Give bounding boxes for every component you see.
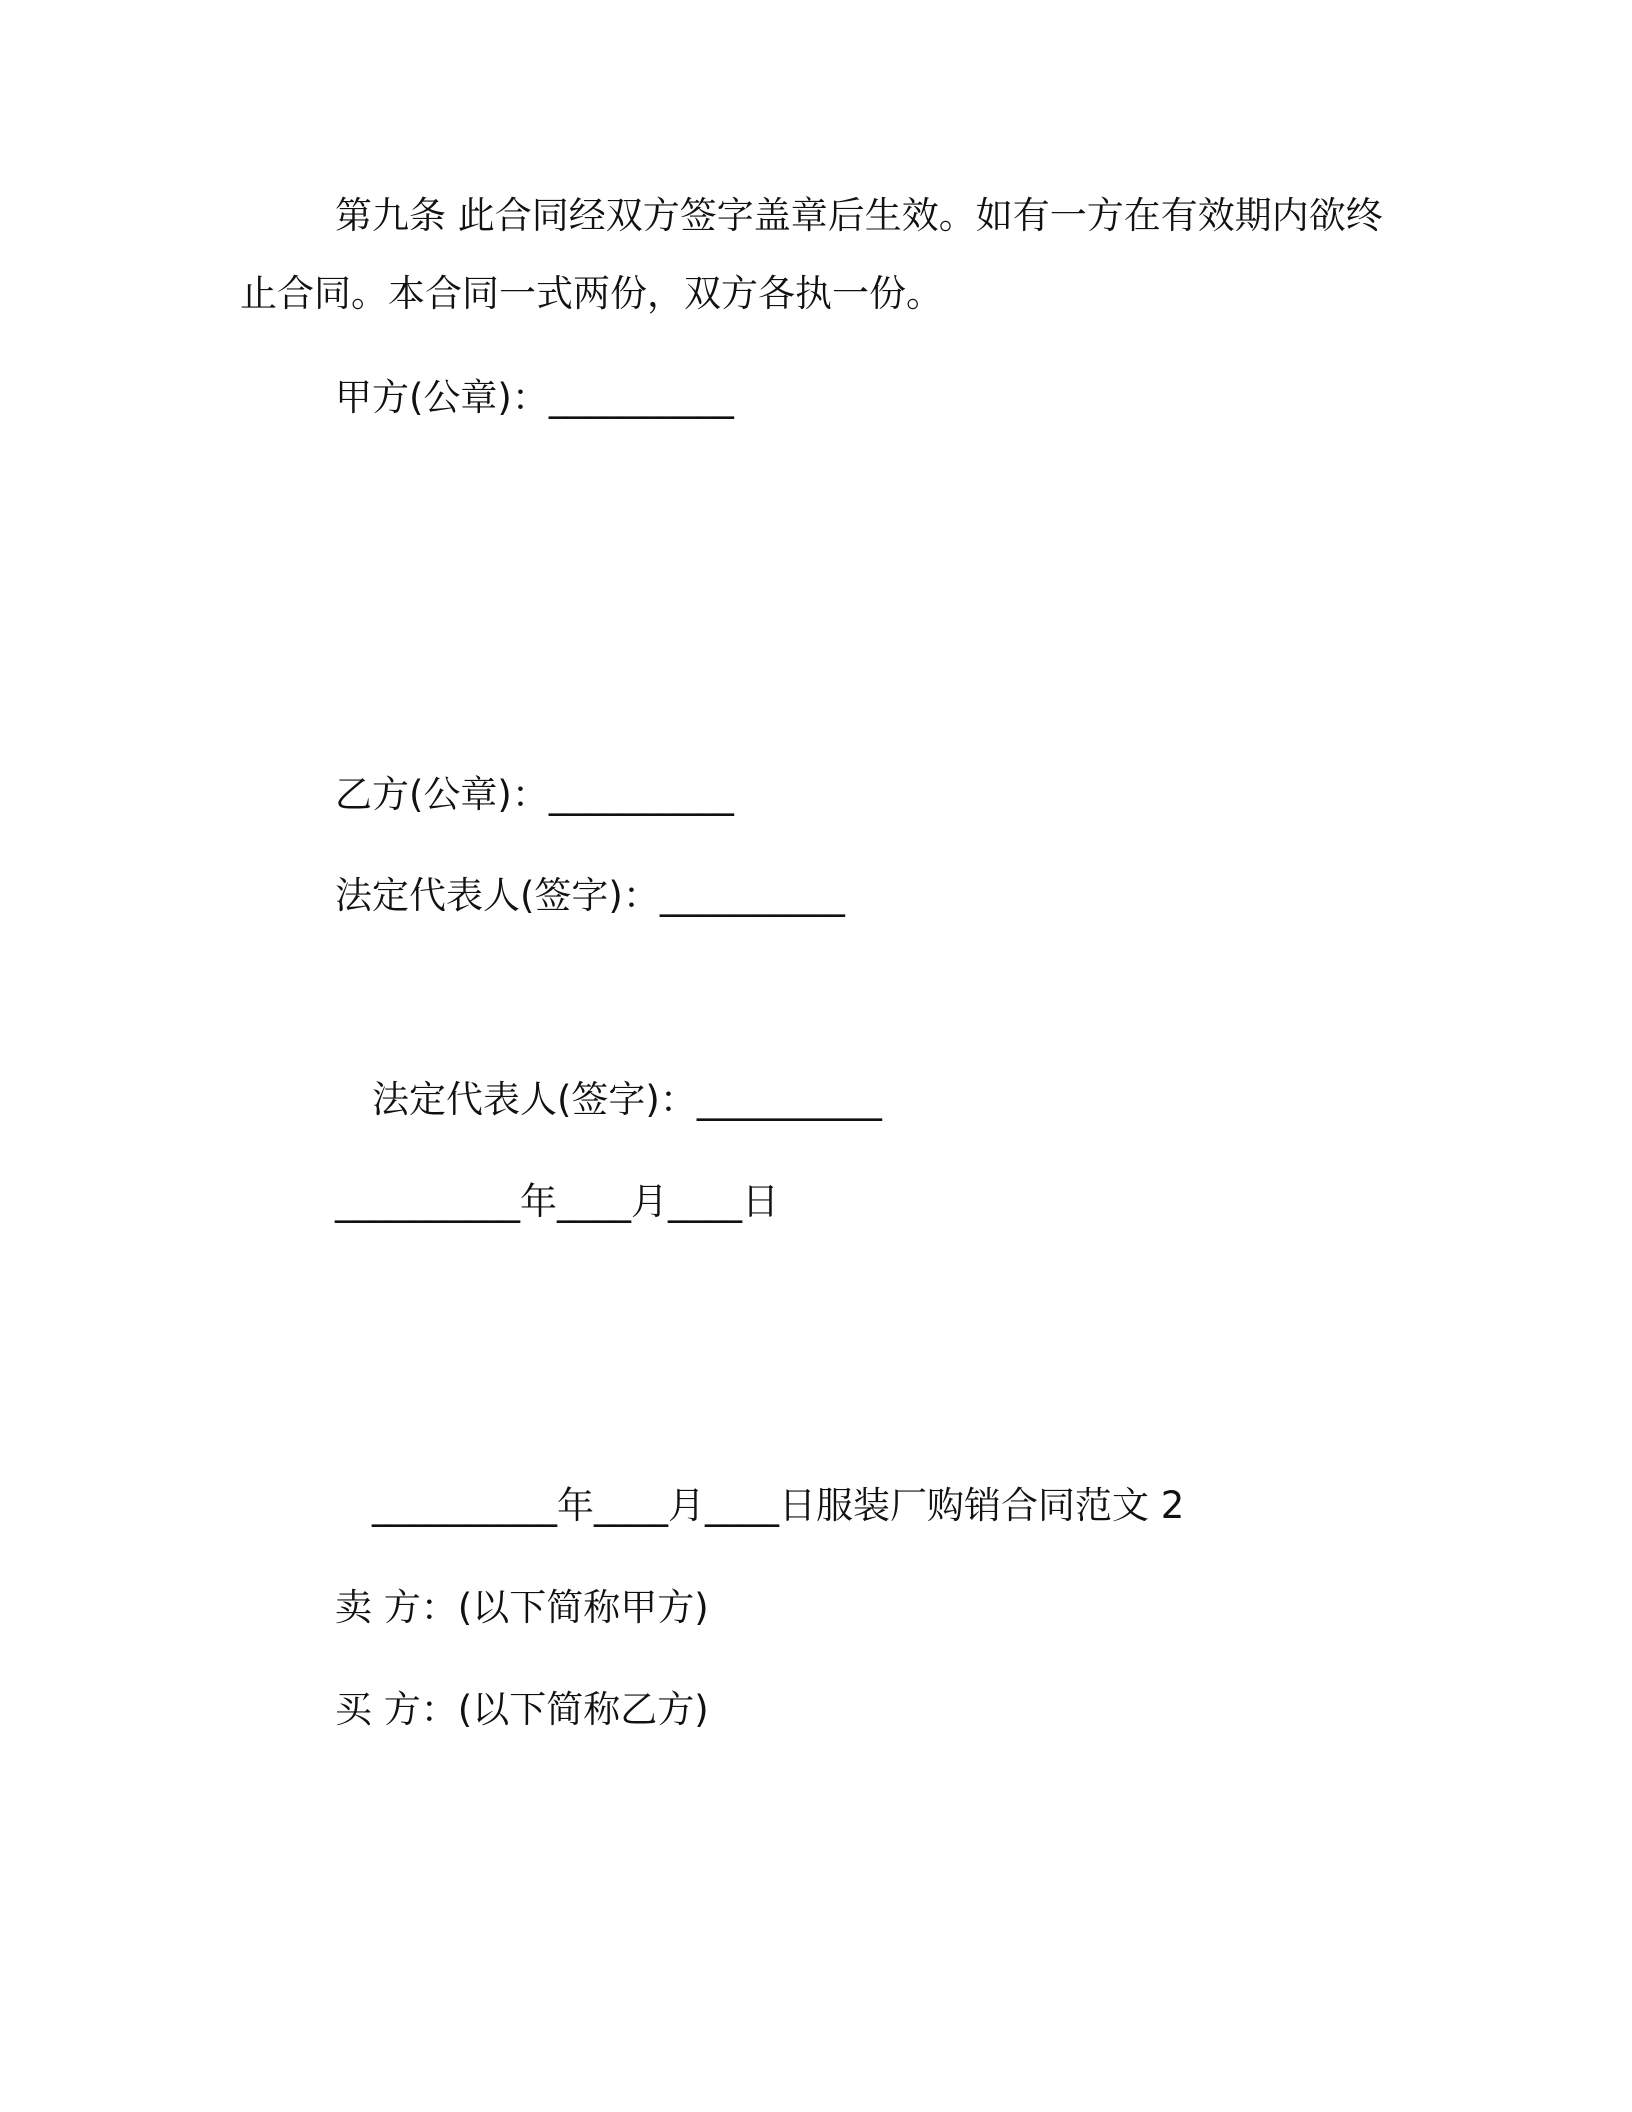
date-title-line-2: __________年____月____日服装厂购销合同范文 2 bbox=[372, 1484, 1185, 1527]
date-line-1: __________年____月____日 bbox=[335, 1180, 779, 1223]
legal-representative-line-2: 法定代表人(签字)：__________ bbox=[372, 1078, 882, 1121]
party-a-seal-line: 甲方(公章)：__________ bbox=[335, 376, 734, 419]
seller-line: 卖 方：(以下简称甲方) bbox=[335, 1586, 709, 1629]
legal-representative-line-1: 法定代表人(签字)：__________ bbox=[335, 874, 845, 917]
article-9-line-2: 止合同。本合同一式两份，双方各执一份。 bbox=[240, 272, 943, 315]
party-b-seal-line: 乙方(公章)：__________ bbox=[335, 773, 734, 816]
article-9-line-1: 第九条 此合同经双方签字盖章后生效。如有一方在有效期内欲终 bbox=[335, 194, 1383, 237]
buyer-line: 买 方：(以下简称乙方) bbox=[335, 1688, 709, 1731]
